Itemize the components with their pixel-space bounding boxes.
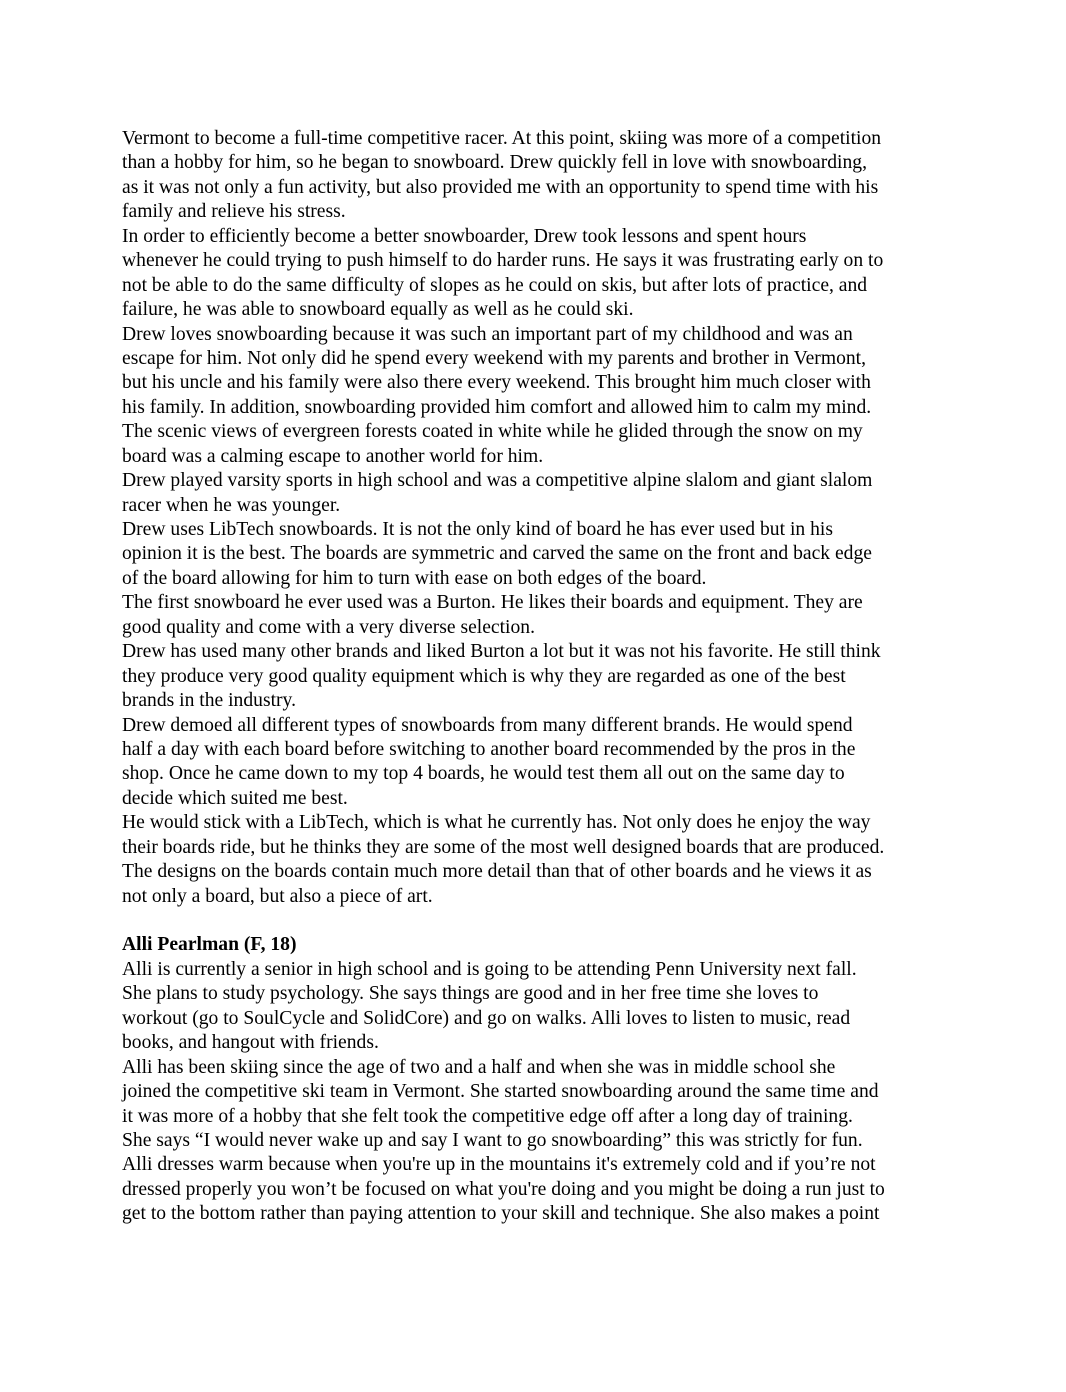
text-line: The scenic views of evergreen forests coated in white while he glided through the snow on my xyxy=(122,421,863,443)
text-line: it was more of a hobby that she felt took the competitive edge off after a long day of training. xyxy=(122,1105,853,1127)
text-line: She says “I would never wake up and say I want to go snowboarding” this was strictly for fun. xyxy=(122,1129,863,1151)
text-line: not be able to do the same difficulty of slopes as he could on skis, but after lots of practice, and xyxy=(122,274,868,296)
text-line: She plans to study psychology. She says things are good and in her free time she loves to xyxy=(122,983,819,1005)
text-line: He would stick with a LibTech, which is what he currently has. Not only does he enjoy the way xyxy=(122,812,871,834)
text-line: of the board allowing for him to turn with ease on both edges of the board. xyxy=(122,567,707,589)
text-line: In order to efficiently become a better snowboarder, Drew took lessons and spent hours xyxy=(122,225,807,247)
text-line: escape for him. Not only did he spend every weekend with my parents and brother in Vermont, xyxy=(122,347,867,369)
text-line: joined the competitive ski team in Vermont. She started snowboarding around the same time and xyxy=(122,1081,879,1103)
paragraph xyxy=(122,469,952,518)
text-line: shop. Once he came down to my top 4 boards, he would test them all out on the same day to xyxy=(122,763,845,785)
text-line: their boards ride, but he thinks they are some of the most well designed boards that are produced. xyxy=(122,836,885,858)
text-line: Alli dresses warm because when you're up in the mountains it's extremely cold and if you’re not xyxy=(122,1154,876,1176)
paragraph xyxy=(122,640,952,713)
text-line: good quality and come with a very diverse selection. xyxy=(122,616,535,638)
text-line: failure, he was able to snowboard equally as well as he could ski. xyxy=(122,299,634,321)
text-line: Alli has been skiing since the age of two and a half and when she was in middle school she xyxy=(122,1056,836,1078)
text-line: family and relieve his stress. xyxy=(122,201,346,223)
section-spacer xyxy=(122,909,952,933)
text-line: workout (go to SoulCycle and SolidCore) and go on walks. Alli loves to listen to music, read xyxy=(122,1007,851,1029)
text-line: books, and hangout with friends. xyxy=(122,1032,379,1054)
text-line: his family. In addition, snowboarding provided him comfort and allowed him to calm my mind. xyxy=(122,396,872,418)
text-line: get to the bottom rather than paying attention to your skill and technique. She also makes a point xyxy=(122,1203,880,1225)
paragraph xyxy=(122,811,952,909)
text-line: Drew loves snowboarding because it was such an important part of my childhood and was an xyxy=(122,323,853,345)
text-line: Vermont to become a full-time competitive racer. At this point, skiing was more of a competition xyxy=(122,128,882,149)
text-line: half a day with each board before switching to another board recommended by the pros in the xyxy=(122,738,856,760)
paragraph xyxy=(122,518,952,591)
text-line: Drew uses LibTech snowboards. It is not the only kind of board he has ever used but in his xyxy=(122,519,833,540)
paragraph xyxy=(122,127,952,225)
paragraph xyxy=(122,714,952,812)
text-line: not only a board, but also a piece of art. xyxy=(122,885,433,907)
paragraph xyxy=(122,323,952,470)
text-line: whenever he could trying to push himself to do harder runs. He says it was frustrating early on to xyxy=(122,250,884,272)
text-line: The first snowboard he ever used was a Burton. He likes their boards and equipment. They are xyxy=(122,592,863,614)
text-line: Alli is currently a senior in high school and is going to be attending Penn University next fall. xyxy=(122,958,857,980)
paragraph xyxy=(122,1153,952,1226)
text-line: Drew demoed all different types of snowboards from many different brands. He would spend xyxy=(122,714,853,736)
text-line: The designs on the boards contain much more detail than that of other boards and he views it as xyxy=(122,861,872,883)
text-line: brands in the industry. xyxy=(122,690,296,712)
text-line: racer when he was younger. xyxy=(122,494,341,516)
alli-section xyxy=(122,958,952,1227)
text-line: Drew has used many other brands and liked Burton a lot but it was not his favorite. He still think xyxy=(122,641,881,663)
paragraph xyxy=(122,958,952,1056)
alli-heading: Alli Pearlman (F, 18) xyxy=(122,934,297,956)
text-line: opinion it is the best. The boards are symmetric and carved the same on the front and back edge xyxy=(122,543,872,565)
text-line: but his uncle and his family were also there every weekend. This brought him much closer with xyxy=(122,372,871,394)
text-line: dressed properly you won’t be focused on what you're doing and you might be doing a run just to xyxy=(122,1178,885,1200)
document-body xyxy=(122,127,952,1227)
paragraph xyxy=(122,225,952,323)
paragraph xyxy=(122,1056,952,1154)
paragraph xyxy=(122,591,952,640)
text-line: as it was not only a fun activity, but also provided me with an opportunity to spend time with his xyxy=(122,176,879,198)
drew-section xyxy=(122,127,952,909)
text-line: board was a calming escape to another world for him. xyxy=(122,445,544,467)
text-line: they produce very good quality equipment which is why they are regarded as one of the best xyxy=(122,665,846,687)
text-line: than a hobby for him, so he began to snowboard. Drew quickly fell in love with snowboarding, xyxy=(122,152,867,174)
text-line: Drew played varsity sports in high school and was a competitive alpine slalom and giant slalom xyxy=(122,470,873,492)
text-line: decide which suited me best. xyxy=(122,787,348,809)
